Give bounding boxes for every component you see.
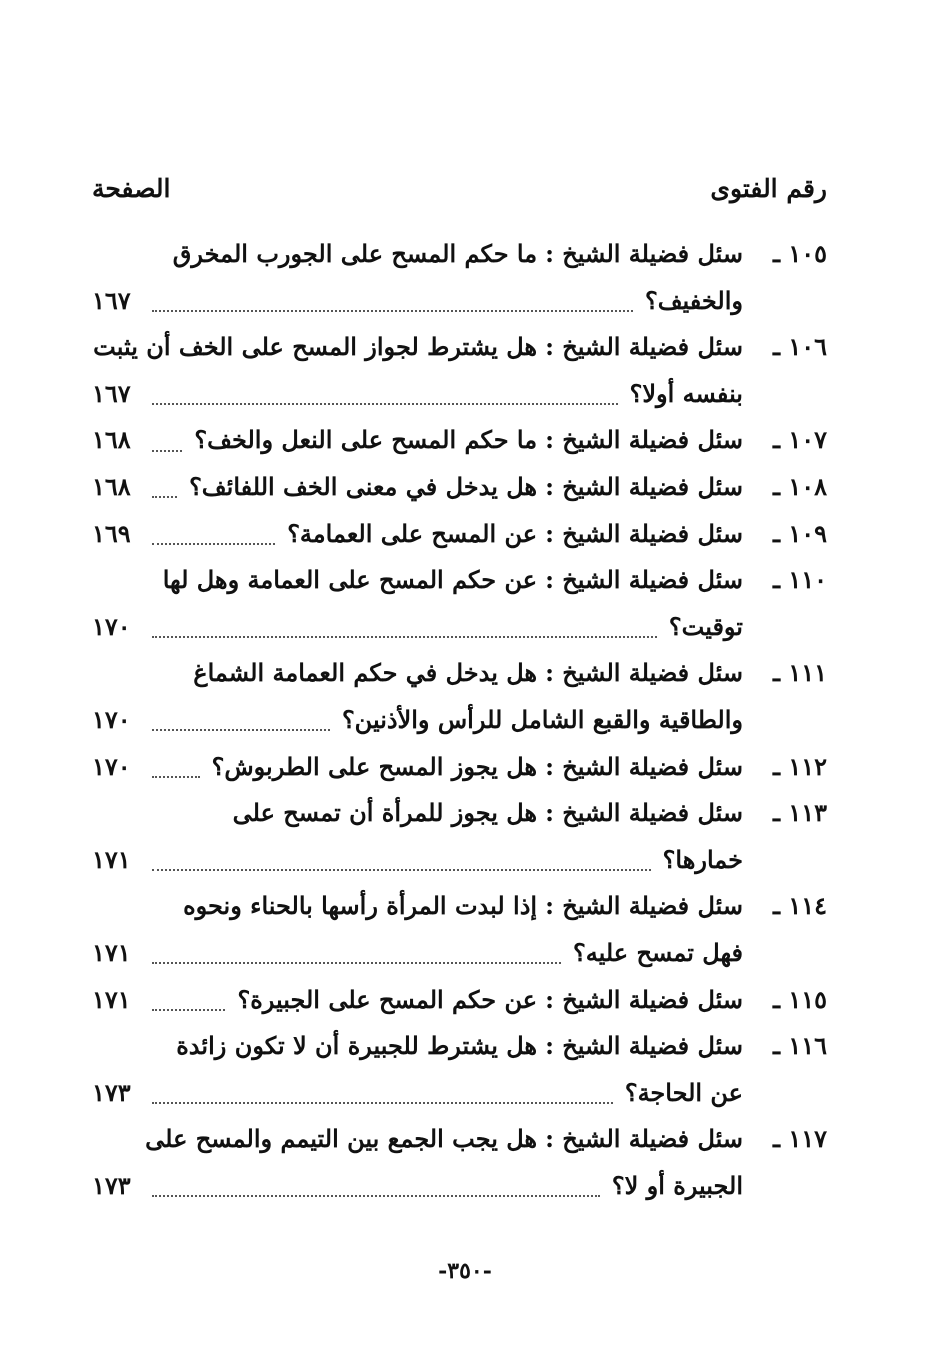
question-text [233, 790, 743, 837]
question-text [193, 650, 743, 697]
question-body: عن المسح على العمامة؟ [287, 518, 538, 548]
question-body: عن حكم المسح على الجبيرة؟ [237, 984, 538, 1014]
fatwa-number [743, 511, 827, 558]
number-dash: ـ [772, 658, 789, 688]
number-dash: ـ [772, 798, 789, 828]
question-body: هل يجوز المسح على الطربوش؟ [211, 751, 538, 781]
page-reference: ١٧٠ [92, 704, 131, 734]
number-dash: ـ [772, 1031, 789, 1061]
question-text [163, 557, 743, 604]
number-dash: ـ [772, 332, 789, 362]
question-body: هل يجب الجمع بين التيمم والمسح على [145, 1124, 538, 1154]
fatwa-number-text: ١٠٥ [788, 239, 827, 268]
dot-leader [152, 1007, 225, 1011]
question-text [183, 883, 743, 930]
question-prefix: سئل فضيلة الشيخ : [545, 751, 743, 781]
fatwa-number [743, 464, 827, 511]
question-text [145, 1116, 743, 1163]
list-item [92, 464, 827, 511]
question-prefix: سئل فضيلة الشيخ : [545, 1124, 743, 1154]
list-item-continuation [92, 371, 827, 418]
fatwa-number [743, 557, 827, 604]
list-item [92, 744, 827, 791]
dot-leader [152, 867, 651, 871]
page-reference: ١٦٩ [92, 518, 131, 548]
fatwa-number [743, 231, 827, 278]
list-item [92, 1023, 827, 1070]
list-item [92, 557, 827, 604]
number-dash: ـ [772, 565, 789, 595]
question-text [237, 977, 743, 1024]
fatwa-number-text: ١٠٨ [788, 471, 827, 501]
dot-leader [152, 774, 200, 778]
question-body: هل يجوز للمرأة أن تمسح على [232, 798, 538, 828]
list-item-continuation [92, 837, 827, 884]
number-dash: ـ [772, 425, 789, 455]
dot-leader [152, 494, 177, 498]
dot-leader [152, 727, 330, 731]
list-item [92, 417, 827, 464]
fatwa-number [743, 417, 827, 464]
number-dash: ـ [772, 471, 789, 501]
dot-leader [152, 1193, 600, 1197]
question-prefix: سئل فضيلة الشيخ : [545, 891, 743, 921]
table-of-contents [92, 231, 827, 1209]
question-prefix: سئل فضيلة الشيخ : [545, 518, 743, 548]
fatwa-number [743, 744, 827, 791]
question-prefix: سئل فضيلة الشيخ : [545, 239, 743, 268]
dot-leader [152, 541, 275, 545]
question-prefix: سئل فضيلة الشيخ : [545, 471, 743, 501]
dot-leader [152, 960, 561, 964]
question-body: ما حكم المسح على النعل والخف؟ [194, 425, 538, 455]
dot-leader [152, 634, 657, 638]
question-prefix: سئل فضيلة الشيخ : [545, 658, 743, 688]
list-item-continuation [92, 1070, 827, 1117]
number-dash: ـ [772, 984, 789, 1014]
question-prefix: سئل فضيلة الشيخ : [545, 332, 743, 362]
page-reference: ١٧٣ [92, 1077, 131, 1107]
page-reference: ١٧١ [92, 984, 131, 1014]
list-item-continuation [92, 1163, 827, 1210]
fatwa-number-text: ١١٦ [788, 1031, 827, 1061]
fatwa-number-text: ١٠٩ [788, 518, 827, 548]
question-continuation: والطاقية والقبع الشامل للرأس والأذنين؟ [341, 704, 743, 734]
question-continuation: خمارها؟ [662, 844, 743, 874]
list-item [92, 883, 827, 930]
list-item [92, 324, 827, 371]
list-item [92, 231, 827, 278]
question-prefix: سئل فضيلة الشيخ : [545, 425, 743, 455]
question-body: هل يدخل في حكم العمامة الشماغ [193, 658, 538, 688]
question-body: إذا لبدت المرأة رأسها بالحناء ونحوه [183, 891, 538, 921]
fatwa-number [743, 1116, 827, 1163]
dot-leader [152, 308, 633, 312]
page-reference: ١٧٠ [92, 751, 131, 781]
number-dash: ـ [772, 1124, 789, 1154]
page-reference: ١٧٠ [92, 611, 131, 641]
fatwa-number [743, 883, 827, 930]
question-continuation: والخفيف؟ [644, 285, 743, 315]
list-item [92, 977, 827, 1024]
number-dash: ـ [772, 518, 789, 548]
page-reference: ١٦٨ [92, 471, 131, 501]
question-continuation: الجبيرة أو لا؟ [611, 1170, 743, 1200]
fatwa-number [743, 1023, 827, 1070]
question-text [189, 464, 743, 511]
question-text [194, 417, 743, 464]
list-item [92, 650, 827, 697]
fatwa-number-text: ١١١ [788, 658, 827, 688]
list-item-continuation [92, 930, 827, 977]
question-continuation: عن الحاجة؟ [624, 1077, 743, 1107]
page-number: -٣٥٠- [438, 1258, 492, 1284]
fatwa-number-text: ١١٧ [788, 1124, 827, 1154]
fatwa-number-text: ١١٢ [788, 751, 827, 781]
question-text [93, 324, 743, 371]
list-item [92, 511, 827, 558]
fatwa-number [743, 790, 827, 837]
fatwa-number-text: ١١٣ [788, 798, 827, 828]
page-reference: ١٦٧ [92, 285, 131, 315]
list-item-continuation [92, 278, 827, 325]
question-body: عن حكم المسح على العمامة وهل لها [162, 565, 538, 595]
question-prefix: سئل فضيلة الشيخ : [545, 798, 743, 828]
fatwa-number-text: ١١٥ [788, 984, 827, 1014]
fatwa-number [743, 650, 827, 697]
question-text [173, 231, 743, 278]
question-continuation: بنفسه أولا؟ [629, 378, 743, 408]
page-reference: ١٧٣ [92, 1170, 131, 1200]
question-body: ما حكم المسح على الجورب المخرق [172, 239, 538, 268]
number-dash: ـ [772, 751, 789, 781]
list-item-continuation [92, 604, 827, 651]
dot-leader [152, 1100, 613, 1104]
fatwa-number-text: ١١٠ [788, 565, 827, 595]
page-reference: ١٦٧ [92, 378, 131, 408]
fatwa-number [743, 977, 827, 1024]
question-text [287, 511, 743, 558]
number-dash: ـ [772, 891, 789, 921]
question-body: هل يشترط للجبيرة أن لا تكون زائدة [176, 1031, 538, 1061]
question-prefix: سئل فضيلة الشيخ : [545, 565, 743, 595]
fatwa-number-text: ١١٤ [788, 891, 827, 921]
fatwa-number-heading: رقم الفتوى [710, 173, 827, 203]
fatwa-number-text: ١٠٧ [788, 425, 827, 455]
list-item-continuation [92, 697, 827, 744]
dot-leader [152, 401, 618, 405]
number-dash: ـ [772, 239, 789, 268]
question-continuation: فهل تمسح عليه؟ [573, 937, 743, 967]
question-text [176, 1023, 743, 1070]
question-prefix: سئل فضيلة الشيخ : [545, 1031, 743, 1061]
dot-leader [152, 448, 182, 452]
column-header [92, 168, 827, 208]
question-prefix: سئل فضيلة الشيخ : [545, 984, 743, 1014]
page-reference: ١٧١ [92, 937, 131, 967]
fatwa-number-text: ١٠٦ [788, 332, 827, 362]
question-body: هل يدخل في معنى الخف اللفائف؟ [189, 471, 538, 501]
page-reference: ١٦٨ [92, 425, 131, 455]
question-body: هل يشترط لجواز المسح على الخف أن يثبت [93, 332, 538, 362]
page-heading: الصفحة [92, 173, 171, 203]
list-item [92, 1116, 827, 1163]
fatwa-number [743, 324, 827, 371]
question-continuation: توقيت؟ [668, 611, 743, 641]
question-text [212, 744, 743, 791]
list-item [92, 790, 827, 837]
page-reference: ١٧١ [92, 844, 131, 874]
